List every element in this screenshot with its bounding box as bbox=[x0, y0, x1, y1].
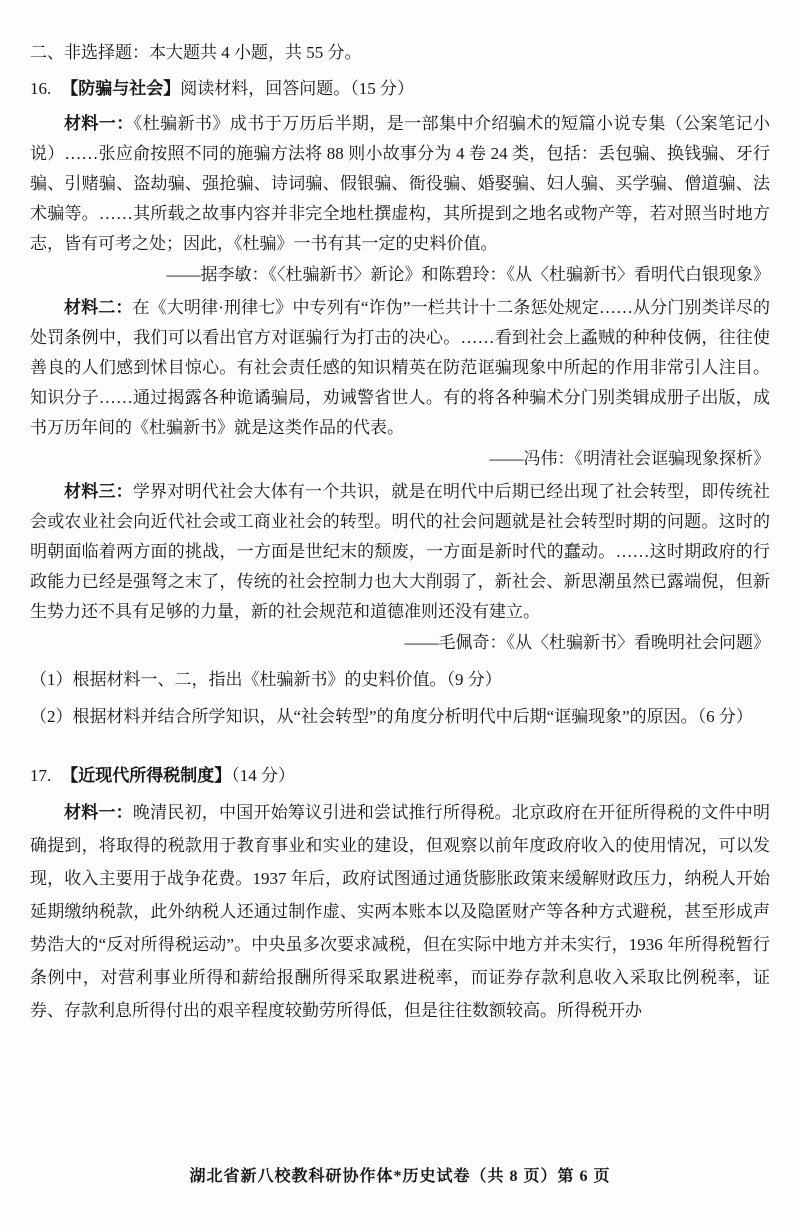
q16-material1-text: 《杜骗新书》成书于万历后半期，是一部集中介绍骗术的短篇小说专集（公案笔记小说）……张应俞按照不同的施骗方法将 88 则小故事分为 4 卷 24 类，包括：丢包骗、换钱骗、牙行骗、引赌骗、盗劫骗、强抢骗、诗词骗、假银骗、衙役骗、婚娶骗、妇人骗、买学骗、僧道骗、法术骗等。……其所载之故事内容并非完全地杜撰虚构，其所提到之地名或物产等，若对照当时地方志，皆有可考之处；因此，《杜骗》一书有其一定的史料价值。 bbox=[30, 114, 770, 253]
q16-material3-paragraph bbox=[30, 477, 770, 627]
page-footer: 湖北省新八校教科研协作体*历史试卷（共 8 页）第 6 页 bbox=[189, 1168, 611, 1185]
q16-number: 16. bbox=[30, 79, 52, 98]
q16-subquestion-2: （2）根据材料并结合所学知识，从“社会转型”的角度分析明代中后期“诓骗现象”的原因。（6 分） bbox=[30, 707, 753, 726]
q16-material2-text: 在《大明律·刑律七》中专列有“诈伪”一栏共计十二条惩处规定……从分门别类详尽的处罚条例中，我们可以看出官方对诓骗行为打击的决心。……看到社会上蟊贼的种种伎俩，往往使善良的人们感到怵目惊心。有社会责任感的知识精英在防范诓骗现象中所起的作用非常引人注目。知识分子……通过揭露各种诡谲骗局，劝诫警省世人。有的将各种骗术分门别类辑成册子出版，成书万历年间的《杜骗新书》就是这类作品的代表。 bbox=[30, 298, 770, 437]
q16-material3-text: 学界对明代社会大体有一个共识，就是在明代中后期已经出现了社会转型，即传统社会或农业社会向近代社会或工商业社会的转型。明代的社会问题就是社会转型时期的问题。这时的明朝面临着两方面的挑战，一方面是世纪末的颓废，一方面是新时代的蠢动。……这时期政府的行政能力已经是强弩之末了，传统的社会控制力也大大削弱了，新社会、新思潮虽然已露端倪，但新生势力还不具有足够的力量，新的社会规范和道德准则还没有建立。 bbox=[30, 482, 771, 621]
q16-title bbox=[30, 74, 770, 104]
question-17 bbox=[30, 761, 770, 1027]
q16-source2: ——冯伟：《明清社会诓骗现象探析》 bbox=[489, 449, 770, 468]
question-16 bbox=[30, 74, 770, 733]
q16-subquestion-1: （1）根据材料一、二，指出《杜骗新书》的史料价值。（9 分） bbox=[30, 670, 502, 689]
q16-material2-paragraph bbox=[30, 293, 770, 443]
q17-material1-paragraph bbox=[30, 796, 770, 1027]
q17-tag: 【近现代所得税制度】 bbox=[61, 766, 232, 785]
q17-material1-text: 晚清民初，中国开始筹议引进和尝试推行所得税。北京政府在开征所得税的文件中明确提到，将取得的税款用于教育事业和实业的建设，但观察以前年度政府收入的使用情况，可以发现，收入主要用于战争花费。1937 年后，政府试图通过通货膨胀政策来缓解财政压力，纳税人开始延期缴纳税款，此外纳税人还通过制作虚、实两本账本以及隐匿财产等各种方式避税，甚至形成声势浩大的“反对所得税运动”。中央虽多次要求减税，但在实际中地方并未实行，1936 年所得税暂行条例中，对营利事业所得和薪给报酬所得采取累进税率，而证券存款利息收入采取比例税率，证券、存款利息所得付出的艰辛程度较勤劳所得低，但是往往数额较高。所得税开办 bbox=[30, 803, 771, 1020]
q17-title-rest: （14 分） bbox=[231, 766, 295, 785]
q16-material1-label: 材料一： bbox=[64, 114, 134, 133]
q17-material1-label: 材料一： bbox=[64, 803, 133, 822]
q16-material2-label: 材料二： bbox=[64, 298, 133, 317]
q16-source3: ——毛佩奇：《从〈杜骗新书〉看晚明社会问题》 bbox=[404, 633, 770, 652]
q16-material1-paragraph bbox=[30, 109, 770, 259]
section-heading: 二、非选择题：本大题共 4 小题，共 55 分。 bbox=[30, 43, 362, 62]
q16-title-rest: 阅读材料，回答问题。（15 分） bbox=[180, 79, 414, 98]
q16-source1: ——据李敏：《〈杜骗新书〉新论》和陈碧玲：《从〈杜骗新书〉看明代白银现象》 bbox=[166, 265, 770, 284]
q16-tag: 【防骗与社会】 bbox=[61, 79, 181, 98]
q17-number: 17. bbox=[30, 766, 52, 785]
q16-material3-label: 材料三： bbox=[64, 482, 133, 501]
q17-title bbox=[30, 761, 770, 791]
